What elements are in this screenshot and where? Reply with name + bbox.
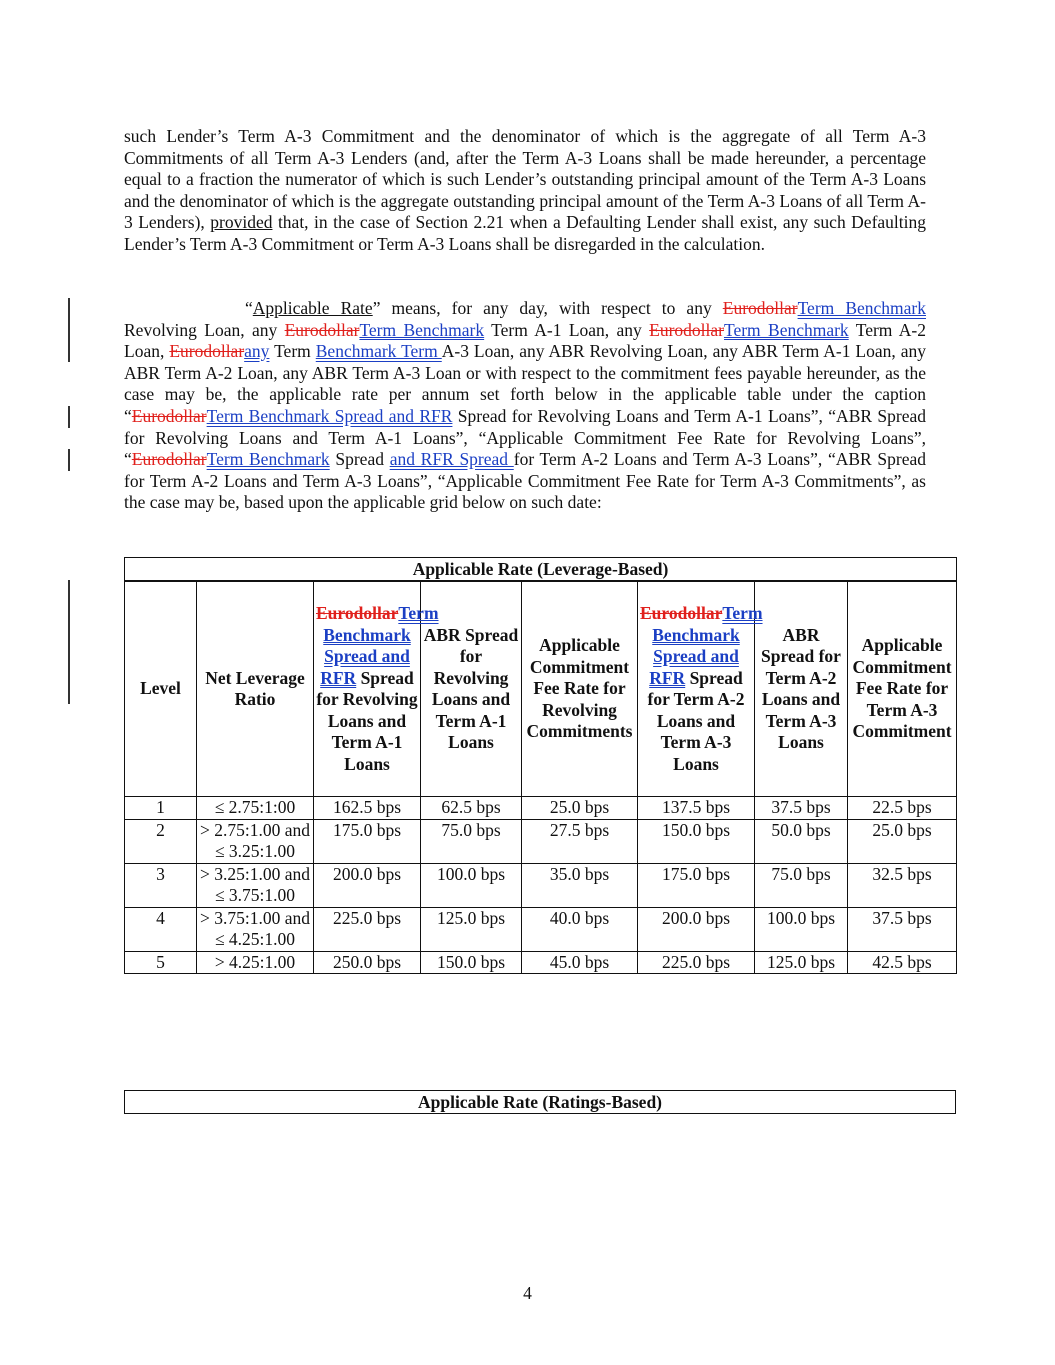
table-cell: 25.0 bps <box>848 819 957 863</box>
table-cell: 125.0 bps <box>755 951 848 974</box>
deleted-text: Eurodollar <box>316 603 399 623</box>
inserted-text: Term Benchmark Spread and RFR <box>320 603 439 688</box>
inserted-text: Benchmark Term <box>315 341 442 362</box>
provided-term: provided <box>210 212 273 233</box>
table-cell: 225.0 bps <box>314 907 421 951</box>
deleted-text: Eurodollar <box>131 449 207 470</box>
inserted-text: Term Benchmark <box>206 449 330 470</box>
page-number: 4 <box>523 1283 532 1303</box>
header-commitment-fee-revolving: Applicable Commitment Fee Rate for Revolving Commitments <box>522 581 638 797</box>
table-cell: > 4.25:1.00 <box>197 951 314 974</box>
table-cell: 162.5 bps <box>314 797 421 820</box>
inserted-text: Term Benchmark <box>359 319 485 340</box>
change-bar <box>68 580 70 704</box>
table-cell: 125.0 bps <box>421 907 522 951</box>
inserted-text: and RFR Spread <box>389 449 514 470</box>
table-cell: 50.0 bps <box>755 819 848 863</box>
table-cell: 4 <box>125 907 197 951</box>
table-cell: 75.0 bps <box>755 863 848 907</box>
change-bar <box>68 449 70 471</box>
table-cell: 1 <box>125 797 197 820</box>
table-cell: 175.0 bps <box>638 863 755 907</box>
inserted-text: any <box>244 341 270 362</box>
table-cell: > 3.75:1.00 and ≤ 4.25:1.00 <box>197 907 314 951</box>
defined-term: Applicable Rate <box>252 298 373 318</box>
deleted-text: Eurodollar <box>284 319 360 340</box>
deleted-text: Eurodollar <box>649 319 724 340</box>
table-cell: ≤ 2.75:1:00 <box>197 797 314 820</box>
table-cell: 137.5 bps <box>638 797 755 820</box>
table-cell: 175.0 bps <box>314 819 421 863</box>
inserted-text: Term Benchmark Spread and RFR <box>649 603 763 688</box>
table-caption: Applicable Rate (Leverage-Based) <box>125 558 957 582</box>
table-cell: > 3.25:1.00 and ≤ 3.75:1.00 <box>197 863 314 907</box>
table-cell: 100.0 bps <box>421 863 522 907</box>
change-bar <box>68 298 70 362</box>
table-cell: 37.5 bps <box>848 907 957 951</box>
table-cell: 42.5 bps <box>848 951 957 974</box>
table-row <box>125 797 957 820</box>
table-cell: 5 <box>125 951 197 974</box>
table-cell: 22.5 bps <box>848 797 957 820</box>
header-abr-term-a: ABR Spread for Term A-2 Loans and Term A-3 Loans <box>755 581 848 797</box>
table-cell: 45.0 bps <box>522 951 638 974</box>
table-cell: 100.0 bps <box>755 907 848 951</box>
table-cell: 3 <box>125 863 197 907</box>
header-term-benchmark-revolving: EurodollarTerm Benchmark Spread and RFR Spread for Revolving Loans and Term A-1 Loans <box>314 581 421 797</box>
table-row <box>125 863 957 907</box>
deleted-text: Eurodollar <box>169 341 245 362</box>
table-cell: 40.0 bps <box>522 907 638 951</box>
inserted-text: Term Benchmark Spread and RFR <box>206 405 453 426</box>
table-cell: > 2.75:1.00 and ≤ 3.25:1.00 <box>197 819 314 863</box>
table-row <box>125 819 957 863</box>
table-row <box>125 951 957 974</box>
table-row <box>125 907 957 951</box>
header-term-benchmark-term-a: EurodollarTerm Benchmark Spread and RFR Spread for Term A-2 Loans and Term A-3 Loans <box>638 581 755 797</box>
paragraph-lender-share: such Lender’s Term A-3 Commitment and the denominator of which is the aggregate of all Term A-3 Commitments of all Term A-3 Lenders (and, after the Term A-3 Loans shall be made hereunder, a percentage equal to a fraction the numerator of which is such Lender’s outstanding principal amount of the Term A-3 Loans and the denominator of which is the aggregate outstanding principal amount of the Term A-3 Loans of all Term A-3 Lenders), provided that, in the case of Section 2.21 when a Defaulting Lender shall exist, any such Defaulting Lender’s Term A-3 Commitment or Term A-3 Loans shall be disregarded in the calculation. <box>124 126 926 254</box>
header-abr-revolving: ABR Spread for Revolving Loans and Term A-1 Loans <box>421 581 522 797</box>
header-ratio: Net Leverage Ratio <box>197 581 314 797</box>
inserted-text: Term Benchmark <box>723 319 849 340</box>
table-cell: 27.5 bps <box>522 819 638 863</box>
deleted-text: Eurodollar <box>640 603 723 623</box>
table-cell: 200.0 bps <box>314 863 421 907</box>
table-cell: 200.0 bps <box>638 907 755 951</box>
header-level: Level <box>125 581 197 797</box>
paragraph-applicable-rate: “Applicable Rate” means, for any day, with respect to any EurodollarTerm Benchmark Revolving Loan, any EurodollarTerm Benchmark Term A-1 Loan, any EurodollarTerm Benchmark Term A-2 Loan, Eurodollarany Term Benchmark Term A-3 Loan, any ABR Revolving Loan, any ABR Term A-1 Loan, any ABR Term A-2 Loan, any ABR Term A-3 Loan or with respect to the commitment fees payable hereunder, as the case may be, the applicable rate per annum set forth below in the applicable table under the caption “EurodollarTerm Benchmark Spread and RFR Spread for Revolving Loans and Term A-1 Loans”, “ABR Spread for Revolving Loans and Term A-1 Loans”, “Applicable Commitment Fee Rate for Revolving Loans”, “EurodollarTerm Benchmark Spread and RFR Spread for Term A-2 Loans and Term A-3 Loans”, “ABR Spread for Term A-2 Loans and Term A-3 Loans”, “Applicable Commitment Fee Rate for Term A-3 Commitments”, as the case may be, based upon the applicable grid below on such date: <box>124 298 927 513</box>
inserted-text: Term Benchmark <box>797 298 926 318</box>
deleted-text: Eurodollar <box>722 298 798 318</box>
table-cell: 35.0 bps <box>522 863 638 907</box>
table-cell: 25.0 bps <box>522 797 638 820</box>
ratings-rate-table-caption: Applicable Rate (Ratings-Based) <box>124 1090 956 1114</box>
table-cell: 75.0 bps <box>421 819 522 863</box>
table-cell: 225.0 bps <box>638 951 755 974</box>
table-cell: 2 <box>125 819 197 863</box>
table-cell: 250.0 bps <box>314 951 421 974</box>
table-cell: 150.0 bps <box>638 819 755 863</box>
table-cell: 32.5 bps <box>848 863 957 907</box>
deleted-text: Eurodollar <box>131 405 207 426</box>
change-bar <box>68 406 70 428</box>
leverage-rate-table <box>124 557 957 974</box>
header-commitment-fee-term-a3: Applicable Commitment Fee Rate for Term A-3 Commitment <box>848 581 957 797</box>
table-cell: 37.5 bps <box>755 797 848 820</box>
table-cell: 62.5 bps <box>421 797 522 820</box>
table-cell: 150.0 bps <box>421 951 522 974</box>
